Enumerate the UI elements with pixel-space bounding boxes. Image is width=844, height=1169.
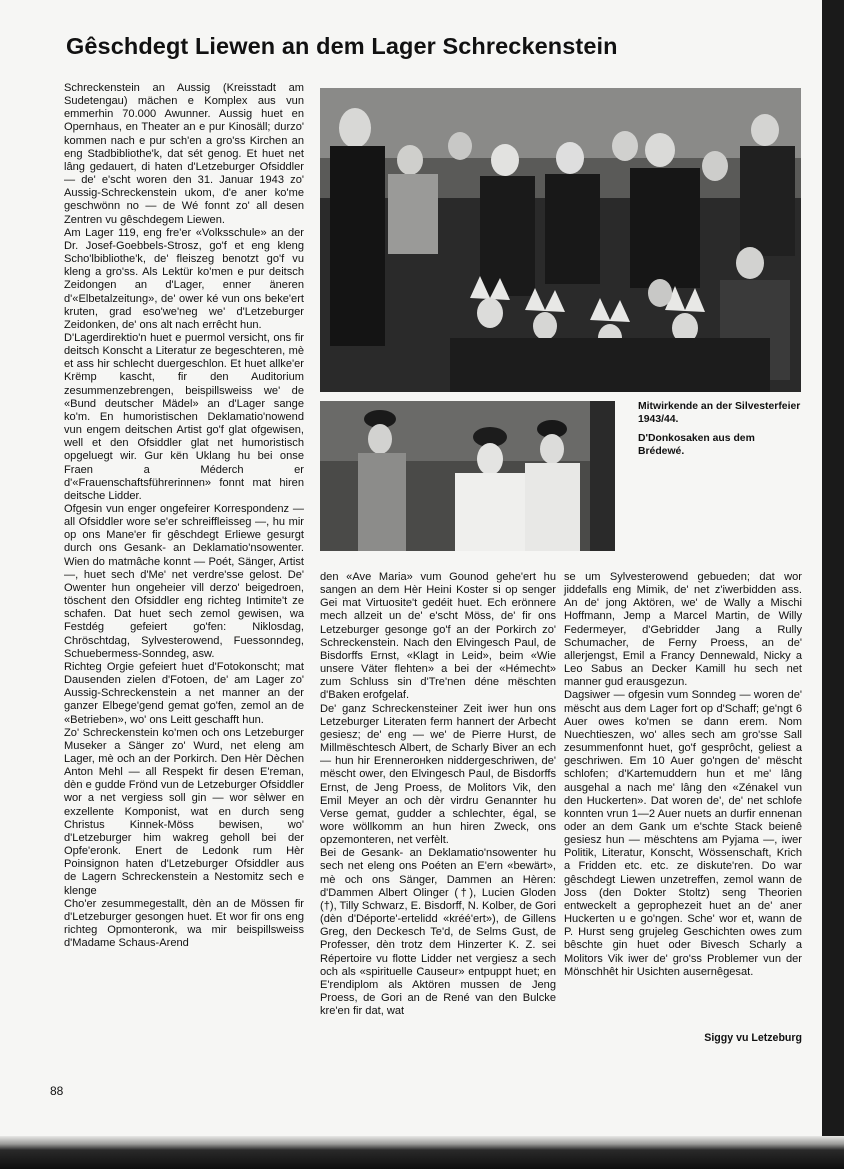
page-edge-shadow [822,0,844,1169]
article-title: Gêschdegt Liewen an dem Lager Schreckenstein [66,33,618,59]
author-signature: Siggy vu Letzeburg [704,1032,802,1044]
group-photo [320,88,801,392]
paragraph: Richteg Orgie gefeiert huet d'Fotokonscht; mat Dausenden zielen d'Fotoen, de' am Lager zo' Aussig-Schreckenstein a net manner an der ganzer Elbege'gend gemat go'fen, zemol an de «Betrieben», wo' ons Leitt geschafft hun. [64,660,304,726]
paragraph: Schreckenstein an Aussig (Kreisstadt am Sudetengau) mächen e Komplex aus vun emmerhin 70.000 Awunner. Aussig huet en Opernhaus, en Theater an e pur Kinosäll; durzo' kommen nach e pur sch'en a gro'ss Kirchen an eng Stadbibliothe'k, dat sét genog. Et huet net lâng gedauert, di haten d'Letzeburger Ofsiddler — de' e'scht woren den 31. Januar 1943 zo' Aussig-Schreckenstein ukom, d'e aner ko'me geschwönn no — de Wé fonnt zo' all desen Zentren vu gêschdegem Liewen. [64,82,304,226]
paragraph: Cho'er zesummegestallt, dèn an de Mössen fir d'Letzeburger gesongen huet. Et wor fir ons eng richteg Opmonteronk, wa mir beispillsweiss d'Madame Schaus-Arend [64,897,304,950]
paragraph: Bei de Gesank- an Deklamatio'nsowenter hu sech net eleng ons Poéten an E'ern «bewärt», mè och ons Sänger, Dammen an Hèren: d'Dammen Albert Olinger (†), Lucien Gloden (†), Tilly Schwarz, E. Bisdorff, N. Kolber, de Gori (dèn d'Déporte'-ertelidd «kréé'ert»), de Gillens Greg, den Deckesch Te'd, de Selms Gust, de Professer, dèn trotz dem Hinzerter K. Z. sei Répertoire vu flotte Lidder net vergiesz a sech och als «spirituelle Causeur» entpuppt huet; en E'rendiplom als Aktören mussen de Jeng Proess, de Gori an de René van den Bulcke kre'en fir dat, wat [320,847,556,1018]
paragraph: se um Sylvesterowend gebueden; dat wor jiddefalls eng Mimik, de' net z'iwerbidden ass. An de' jong Aktören, we' de Wally a Mischi Hoffmann, Jemp a Marcel Martin, de Willy Federmeyer, d'Gebridder Jang a Rully Schumacher, de Ferny Proess, an de' allerjengst, Emil a Francy Dennewald, Nicky a Leo Sabus an Decker Kamill hu sech net manner gud erausgezun. [564,571,802,689]
photo-caption: Mitwirkende an der Silvesterfeier 1943/44. [638,401,801,425]
photo-caption: D'Donkosaken aus dem Brédewé. [638,433,755,457]
paragraph: Am Lager 119, eng fre'er «Volksschule» an der Dr. Josef-Goebbels-Strosz, go'f et eng kleng Scho'lbibliothe'k, de' fleiszeg benotzt go'f vu kleng a gro'ss. Als Lektür ko'men e pur deitsch Zeidongen an d'Lager, enner äneren d'«Elbetalzeitung», de' ower ké vun ons beke'ert kruten, grad eso'we'neg we' d'Letzeburger Zeidonken, de' ons alt nach errêcht hun. [64,226,304,331]
donkosaken-photo [320,401,615,551]
article-column-right [564,571,802,979]
page-number: 88 [50,1084,64,1098]
paragraph: D'Lagerdirektio'n huet e puermol versicht, ons fir deitsch Konscht a Literatur ze begeschteren, mè et ass hir schlecht duergeschlon. Et huet allke'er Krëmp kascht, fir den Auditorium zesummenzebrengen, beispillsweiss we' de «Bund deutscher Mädel» an d'Lager sange ko'm. En humoristischen Deklamatio'nowend vun engem deitschen Artist go'f glat ofgewisen, well et den Ofsiddler glat net humoristisch opgeluegt wir. Gur kën Uklang hu bei onse Fraen a Méderch er d'«Frauenschaftsführerinnen» fonnt mat hiren deitsche Lidder. [64,331,304,502]
paragraph: Ofgesin vun enger ongefeirer Korrespondenz — all Ofsiddler wore se'er schreiffleisseg —, hu mir op ons Mane'er fir gêschdegt Erliewe gesurgt durch ons Gesank- an Deklamatio'nsowenter. Wien do matmâche konnt — Poét, Sänger, Artist —, huet sech d'Me' net verdre'sse gelost. De' Owenter hun ongeheier vill derzo' beigedroen, töschent den Ofsiddler eng richteg Intimite't ze schafen. Dat huet sech zemol gewisen, wa Festdég gefeiert go'fen: Niklosdag, Chröschtdag, Sylvesterowend, Fuessonndeg, Schuebermess-Sonndeg, asw. [64,503,304,660]
paragraph: Dagsiwer — ofgesin vum Sonndeg — woren de' mëscht aus dem Lager fort op d'Schaff; ge'ngt 6 Auer owes ko'men se dann erem. Nom Nuechtieszen, wo' alles sech am gro'sse Sall zesummenfonnt huet, go'f gesprôcht, geliest a geschriwen. Em 10 Auer go'ngen de' mëscht schlofen; d'Kartemuddern hun et me' lâng ausgehal a nach me' lâng den «Zénakel vun den Huckerten». Dat woren de', de' net schlofe konnten vrun 1—2 Auer nuets an durfir ennenan oder an dem Gank um e'schte Stack beienê gesiesz hun — mëschtens am Pyjama —, iwer Politik, Literatur, Konscht, Wössenschaft, Krich a Fridden etc. etc. ze diskute'ren. Do war gêschdegt Liewen unzetreffen, zemol wann de Joss (den Dokter Stoltz) seng Theorien entweckelt a geprophezeit huet an de' aner Huckerten u e go'ngen. Sche' wor et, wann de P. Hurst seng grujeleg Geschichten owes zum bêschte gin huet oder Bivesch Scharly a Molitors Vik iwer de' gro'ss Problemer vun der Mönschhêt hir Usichten ausernêgesat. [564,689,802,978]
article-column-left [64,82,304,950]
paragraph: den «Ave Maria» vum Gounod gehe'ert hu sangen an dem Hèr Heini Koster si op senger Gei mat Virtuosite't gedéit huet. Ech erönnere mech allzeit un de' e'scht Möss, de' fir ons Letzeburger gesonge go'f an der Porkirch zo' Schreckenstein. Nach den Elvingesch Paul, de Bisdorffs Ernst, «Klagt in Leid», beim «Wie unsere Väter flehten» a bei der «Hémecht» zum Schluss sin d'Tre'nen déne mëschten d'Baken erofgelaf. [320,571,556,702]
article-column-middle [320,571,556,1018]
page-edge-shadow [0,1136,844,1169]
paragraph: De' ganz Schreckensteiner Zeit iwer hun ons Letzeburger Literaten ferm hannert der Arbecht gesiesz; de' eng — we' de Pierre Hurst, de Millmëschtesch Albert, de Scharly Biver an ech — hun hir Erennerонken niddergeschriwen, de' mëscht ower, den Elvingesch Paul, de Bisdorffs Ernst, de Jeng Proess, de Molitors Vik, den Emil Meyer an och dèr virdru Genannter hu Verse gemat, gudder a schlechter, égal, se wore wöllkomm an hun hiren Zweck, ons opzemonteren, net verfèlt. [320,702,556,847]
paragraph: Zo' Schreckenstein ko'men och ons Letzeburger Museker a Sänger zo' Wurd, net eleng am Lager, mè och an der Porkirch. Den Hèr Dèchen Anton Mehl — all Respekt fir desen E'reman, dèn e gudde Frönd vun de Letzeburger Ofsiddler wor a net vergiess soll gin — wor sèlwer en exzellente Komponist, wat en durch seng Christus Kinnek-Möss bewisen, wo' d'Letzeburger him wakreg geholl bei der Opfe'eronk. Enert de Ledonk rum Hèr Poinsignon haten d'Letzeburger Ofsiddler aus de Lagern Schreckenstein a Nestomitz sech e klenge [64,726,304,897]
